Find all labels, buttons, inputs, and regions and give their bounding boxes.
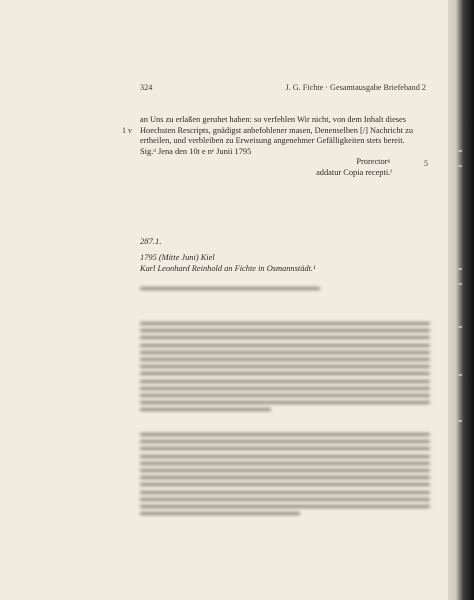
blurred-commentary-block [140, 322, 430, 415]
letter-line: Sig.ᵈ Jena den 10t e nᵉ Junii 1795 [140, 146, 252, 156]
letter-line: an Uns zu erlaßen geruhet haben: so verfehlen Wir nicht, von dem Inhalt dieses [140, 115, 407, 124]
entry-metadata [140, 252, 316, 274]
entry-number: 287.1. [140, 236, 162, 246]
letter-text [140, 115, 426, 179]
signature-line: Prorectorᵍ [356, 157, 390, 167]
letter-line: ertheilen, und verbleiben zu Erweisung angenehmer Gefälligkeiten stets bereit. [140, 136, 405, 146]
folio-reference: 1 v [122, 126, 132, 135]
letter-line: Hoechsten Rescripts, gnädigst anbefohlener masen, Denenselben [/] Nachricht zu [140, 125, 414, 135]
blurred-apparatus-line [140, 287, 430, 294]
page-number: 324 [140, 83, 153, 92]
entry-correspondents: Karl Leonhard Reinhold an Fichte in Osmannstädt.¹ [140, 264, 316, 273]
book-spine [448, 0, 474, 600]
postscript-line: addatur Copia recepti.ᶠ [316, 167, 392, 177]
line-number: 5 [424, 159, 428, 168]
entry-date-place: 1795 (Mitte Juni) Kiel [140, 253, 215, 262]
running-title: J. G. Fichte · Gesamtausgabe Briefeband 2 [285, 83, 426, 92]
blurred-notes-block [140, 433, 430, 519]
